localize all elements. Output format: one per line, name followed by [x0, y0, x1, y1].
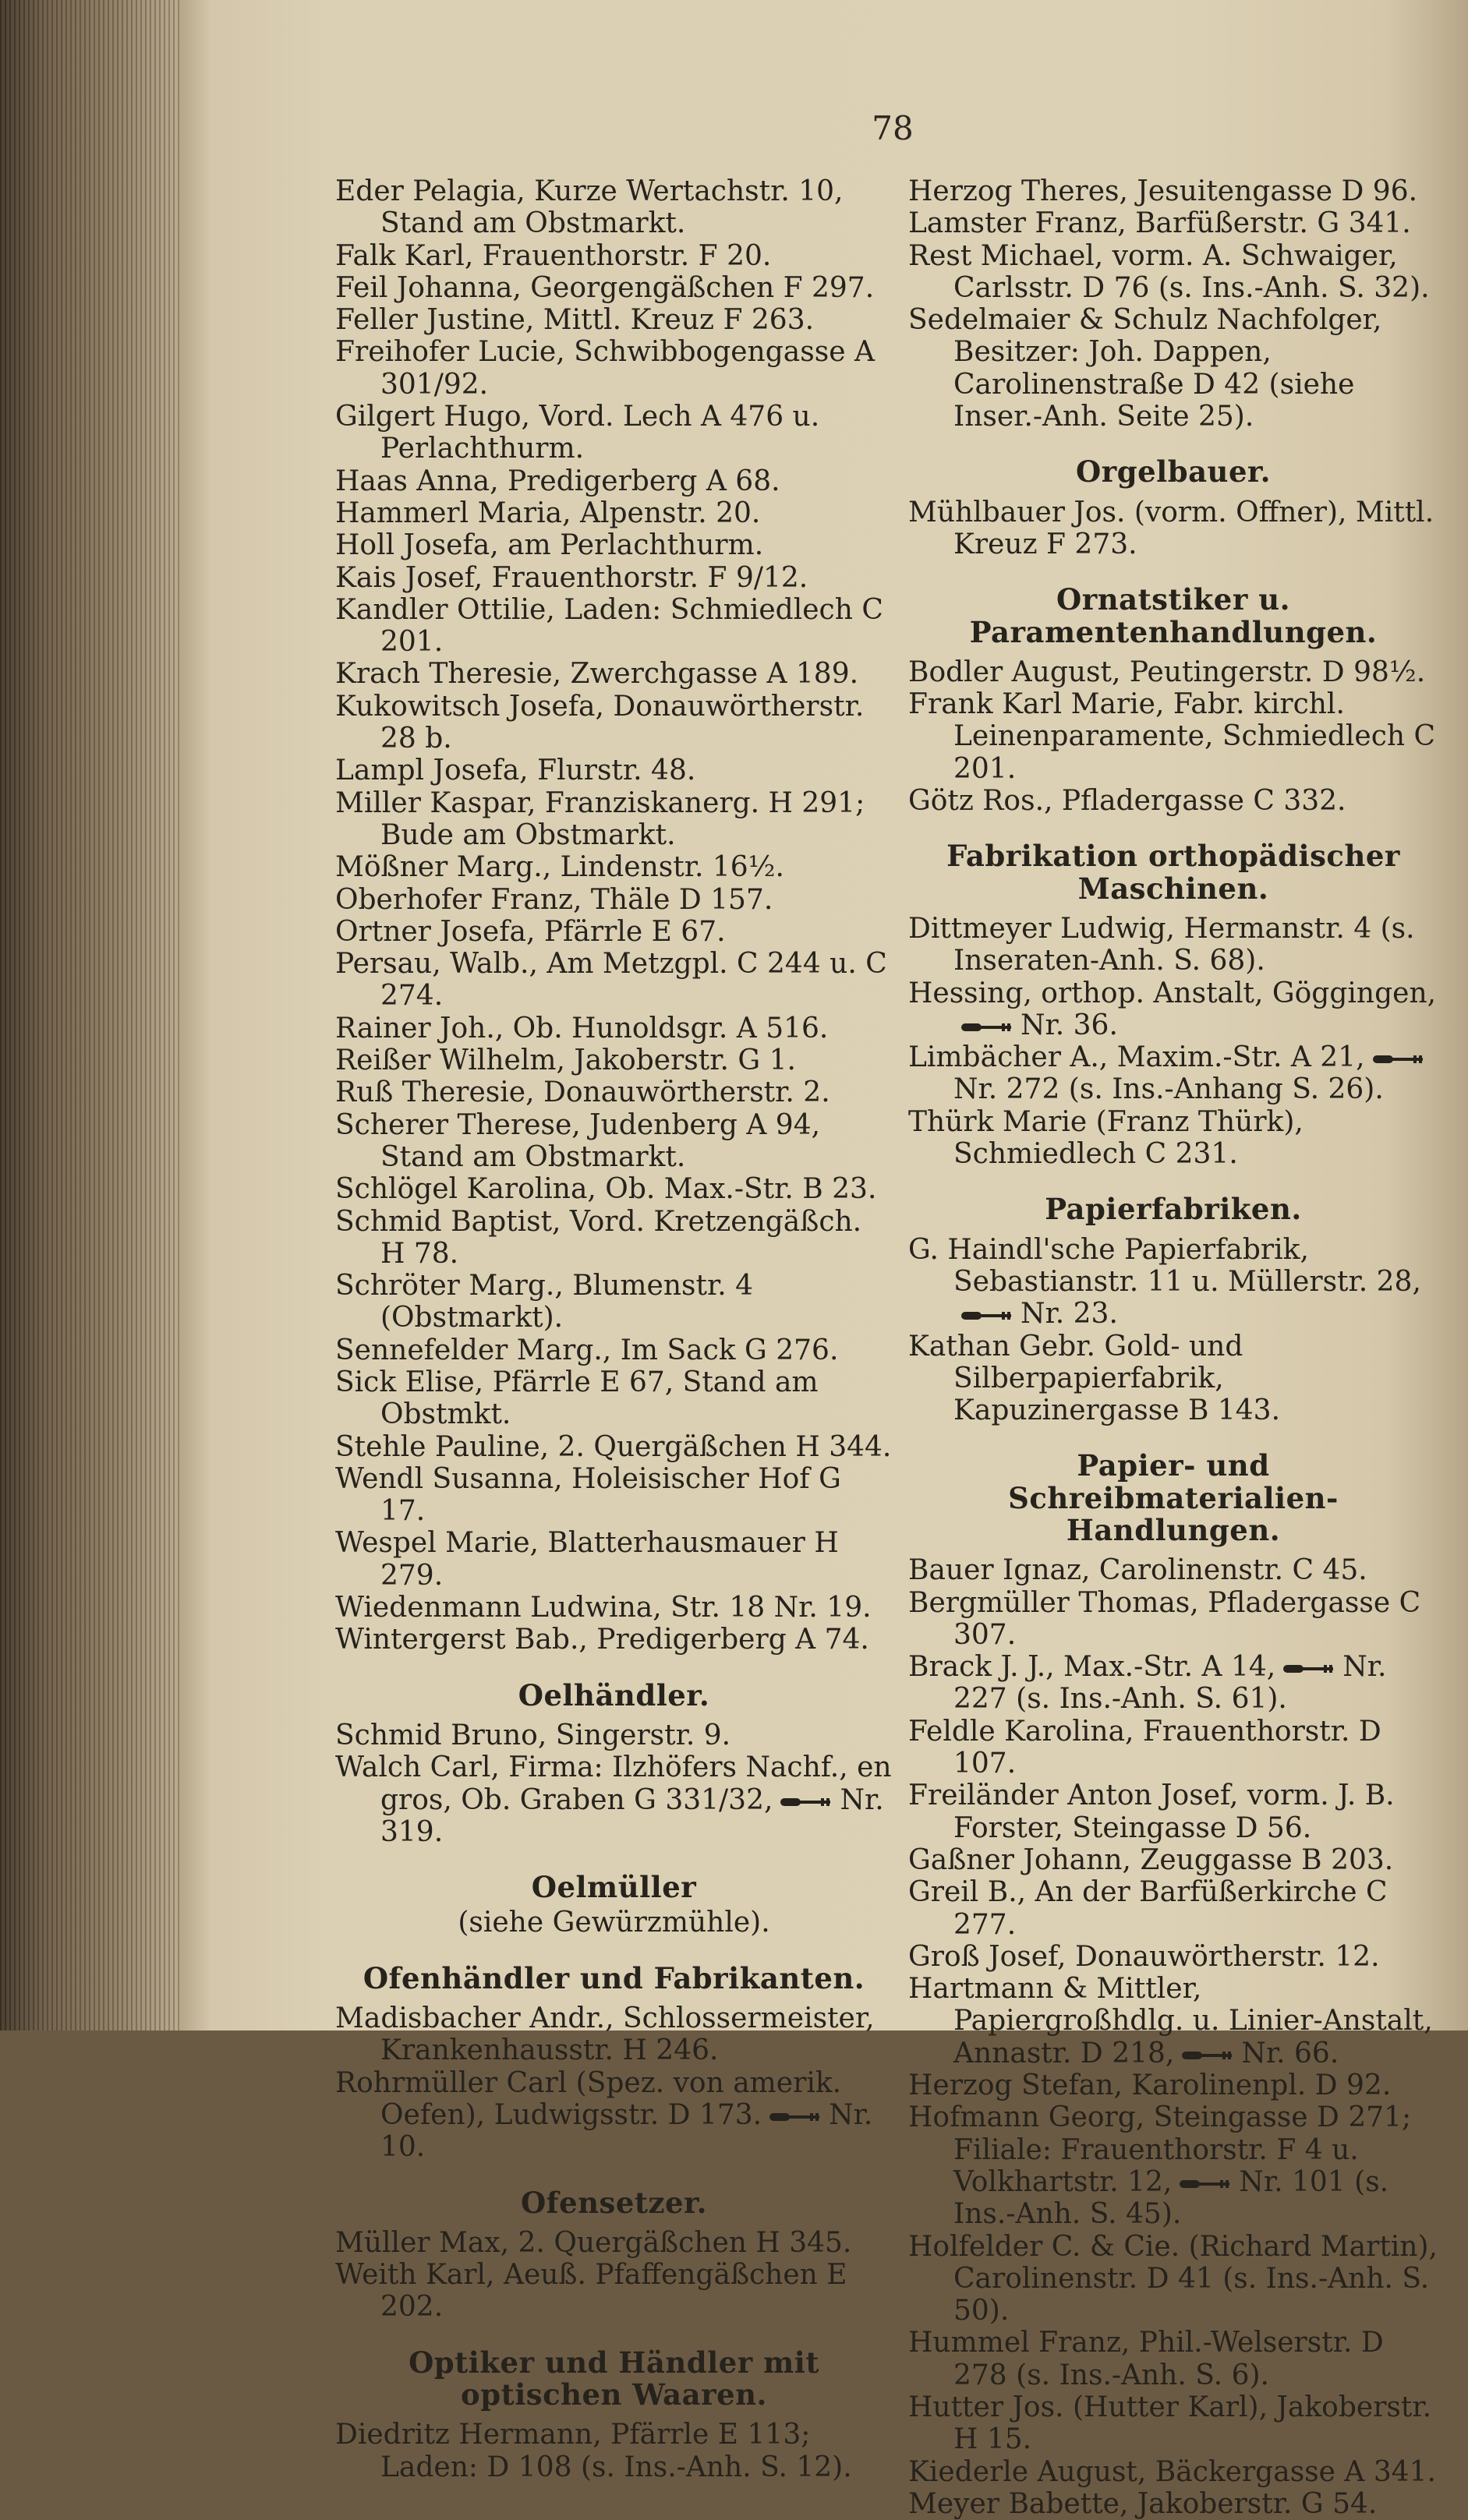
- entry-text: Stehle Pauline, 2. Quergäßchen H 344.: [335, 1430, 892, 1463]
- directory-entry: [908, 656, 1438, 688]
- directory-entry: [908, 1331, 1438, 1427]
- entry-text: Reißer Wilhelm, Jakoberstr. G 1.: [335, 1044, 796, 1077]
- entry-text: Ortner Josefa, Pfärrle E 67.: [335, 915, 726, 948]
- entry-text: Schmid Bruno, Singerstr. 9.: [335, 1719, 731, 1751]
- entry-text: Schlögel Karolina, Ob. Max.-Str. B 23.: [335, 1173, 877, 1206]
- section-heading: Ornatstiker u. Paramentenhandlungen.: [969, 582, 1378, 649]
- directory-entry: [335, 884, 893, 916]
- entry-text: Kukowitsch Josefa, Donauwörtherstr. 28 b.: [335, 690, 865, 755]
- entry-text: Sedelmaier & Schulz Nachfolger, Besitzer: Joh. Dappen, Carolinenstraße D 42 (siehe Inser.-Anh. Seite 25).: [908, 304, 1382, 433]
- entry-text: Oberhofer Franz, Thäle D 157.: [335, 883, 773, 916]
- telephone-number: Nr. 23.: [1021, 1298, 1118, 1331]
- entry-text: Diedritz Hermann, Pfärrle E 113; Laden: D 108 (s. Ins.-Anh. S. 12).: [335, 2419, 852, 2483]
- entry-text: Bauer Ignaz, Carolinenstr. C 45.: [908, 1554, 1367, 1587]
- entry-text: Bodler August, Peutingerstr. D 98½.: [908, 656, 1426, 688]
- directory-entry: [908, 2069, 1438, 2101]
- section-heading: Fabrikation orthopädischer Maschinen.: [946, 839, 1400, 906]
- entry-text: Freiländer Anton Josef, vorm. J. B. Forster, Steingasse D 56.: [908, 1780, 1395, 1844]
- entry-text: Feldle Karolina, Frauenthorstr. D 107.: [908, 1715, 1381, 1780]
- section-heading: Orgelbauer.: [1076, 454, 1271, 490]
- entry-text: Groß Josef, Donauwörtherstr. 12.: [908, 1940, 1380, 1973]
- entry-text: Miller Kaspar, Franziskanerg. H 291; Bude am Obstmarkt.: [335, 786, 865, 851]
- telephone-number: Nr. 272 (s. Ins.-Anhang S. 26).: [953, 1073, 1384, 1106]
- entry-text: Limbächer A., Maxim.-Str. A 21,: [908, 1041, 1365, 1074]
- entry-text: Haas Anna, Predigerberg A 68.: [335, 465, 780, 497]
- entry-text: Dittmeyer Ludwig, Hermanstr. 4 (s. Inseraten-Anh. S. 68).: [908, 912, 1415, 977]
- directory-entry: [335, 1463, 893, 1528]
- entry-text: Herzog Stefan, Karolinenpl. D 92.: [908, 2069, 1392, 2102]
- directory-entry: [908, 240, 1438, 305]
- entry-text: Hartmann & Mittler, Papiergroßhdlg. u. Linier-Anstalt, Annastr. D 218,: [908, 1973, 1433, 2069]
- directory-entry: [335, 272, 893, 304]
- entry-text: Walch Carl, Firma: Ilzhöfers Nachf., en gros, Ob. Graben G 331/32,: [335, 1751, 892, 1816]
- directory-entry: [335, 465, 893, 497]
- directory-entry: [335, 916, 893, 948]
- entry-text: Gilgert Hugo, Vord. Lech A 476 u. Perlachthurm.: [335, 401, 820, 465]
- directory-entry: [335, 1013, 893, 1044]
- entry-text: Götz Ros., Pfladergasse C 332.: [908, 785, 1346, 818]
- entry-text: Krach Theresie, Zwerchgasse A 189.: [335, 658, 859, 691]
- section-note: (siehe Gewürzmühle).: [458, 1907, 770, 1939]
- section-heading: Oelhändler.: [518, 1677, 710, 1712]
- directory-entry: [335, 336, 893, 401]
- entry-text: Wiedenmann Ludwina, Str. 18 Nr. 19.: [335, 1592, 872, 1624]
- entry-text: Rainer Joh., Ob. Hunoldsgr. A 516.: [335, 1012, 829, 1044]
- telephone-hand-icon: [960, 1021, 1014, 1034]
- directory-entry: [335, 658, 893, 690]
- directory-entry: [908, 2391, 1438, 2456]
- telephone-number: Nr. 36.: [1021, 1009, 1118, 1041]
- entry-text: Kandler Ottilie, Laden: Schmiedlech C 201.: [335, 593, 883, 659]
- section-heading: Papier- und Schreibmaterialien-Handlungen.: [1008, 1448, 1339, 1547]
- directory-entry: [335, 755, 893, 786]
- directory-entry: [908, 207, 1438, 239]
- directory-entry: [908, 2456, 1438, 2488]
- entry-text: Herzog Theres, Jesuitengasse D 96.: [908, 175, 1418, 207]
- directory-entry: [908, 2231, 1438, 2327]
- directory-entry: [908, 1234, 1438, 1331]
- directory-entry: [908, 2488, 1438, 2520]
- entry-text: Müller Max, 2. Quergäßchen H 345.: [335, 2226, 852, 2259]
- directory-entry: [908, 1780, 1438, 1844]
- directory-entry: [908, 1876, 1438, 1941]
- page-stack-edge: [0, 0, 179, 2030]
- directory-entry: [335, 304, 893, 336]
- directory-entry: [908, 688, 1438, 785]
- entry-text: Kathan Gebr. Gold- und Silberpapierfabrik, Kapuzinergasse B 143.: [908, 1330, 1281, 1427]
- section-heading: Oelmüller: [531, 1870, 697, 1905]
- directory-entry: [335, 1173, 893, 1205]
- entry-text: Feil Johanna, Georgengäßchen F 297.: [335, 271, 875, 304]
- entry-text: Falk Karl, Frauenthorstr. F 20.: [335, 239, 772, 272]
- directory-entry: [908, 2101, 1438, 2230]
- entry-text: Holfelder C. & Cie. (Richard Martin), Carolinenstr. D 41 (s. Ins.-Anh. S. 50).: [908, 2230, 1438, 2327]
- directory-entry: [335, 1624, 893, 1656]
- entry-text: G. Haindl'sche Papierfabrik, Sebastianstr. 11 u. Müllerstr. 28,: [908, 1233, 1421, 1298]
- directory-entry: [335, 1109, 893, 1174]
- directory-entry: [908, 2327, 1438, 2391]
- entry-text: Lamster Franz, Barfüßerstr. G 341.: [908, 207, 1411, 240]
- entry-text: Greil B., An der Barfüßerkirche C 277.: [908, 1876, 1388, 1941]
- entry-text: Schröter Marg., Blumenstr. 4 (Obstmarkt).: [335, 1270, 753, 1334]
- entry-text: Ruß Theresie, Donauwörtherstr. 2.: [335, 1076, 830, 1109]
- directory-entry: [908, 1106, 1438, 1171]
- directory-entry: [908, 1844, 1438, 1876]
- entry-text: Madisbacher Andr., Schlossermeister, Krankenhausstr. H 246.: [335, 2002, 875, 2067]
- telephone-number: Nr. 227 (s. Ins.-Anh. S. 61).: [953, 1651, 1387, 1716]
- directory-entry: [335, 1431, 893, 1463]
- entry-text: Sennefelder Marg., Im Sack G 276.: [335, 1334, 839, 1366]
- entry-text: Feller Justine, Mittl. Kreuz F 263.: [335, 304, 815, 337]
- entry-text: Meyer Babette, Jakoberstr. G 54.: [908, 2487, 1378, 2520]
- directory-entry: [335, 529, 893, 561]
- directory-entry: [335, 1044, 893, 1076]
- entry-text: Eder Pelagia, Kurze Wertachstr. 10, Stand am Obstmarkt.: [335, 175, 844, 240]
- entry-text: Mößner Marg., Lindenstr. 16½.: [335, 851, 784, 884]
- telephone-hand-icon: [960, 1309, 1014, 1322]
- entry-text: Scherer Therese, Judenberg A 94, Stand am Obstmarkt.: [335, 1108, 821, 1173]
- right-column: [908, 175, 1438, 2520]
- directory-entry: [335, 851, 893, 883]
- directory-entry: [335, 562, 893, 594]
- telephone-hand-icon: [1180, 2049, 1235, 2062]
- section-heading: Papierfabriken.: [1045, 1192, 1302, 1227]
- section-heading: Optiker und Händler mit optischen Waaren.: [409, 2345, 819, 2412]
- directory-entry: [335, 2419, 893, 2483]
- entry-text: Wintergerst Bab., Predigerberg A 74.: [335, 1624, 869, 1656]
- left-column: [335, 175, 893, 2483]
- directory-entry: [335, 2259, 893, 2324]
- directory-entry: [908, 1716, 1438, 1780]
- directory-entry: [335, 594, 893, 659]
- directory-entry: [335, 1270, 893, 1334]
- telephone-number: Nr. 10.: [380, 2098, 873, 2164]
- entry-text: Freihofer Lucie, Schwibbogengasse A 301/92.: [335, 336, 875, 401]
- entry-text: Bergmüller Thomas, Pfladergasse C 307.: [908, 1586, 1421, 1651]
- entry-text: Hummel Franz, Phil.-Welserstr. D 278 (s. Ins.-Anh. S. 6).: [908, 2327, 1384, 2391]
- directory-entry: [335, 1751, 893, 1848]
- telephone-hand-icon: [768, 2111, 822, 2123]
- directory-entry: [335, 691, 893, 755]
- entry-text: Hammerl Maria, Alpenstr. 20.: [335, 497, 761, 529]
- directory-entry: [335, 1334, 893, 1366]
- entry-text: Gaßner Johann, Zeuggasse B 203.: [908, 1843, 1394, 1876]
- directory-entry: [335, 2227, 893, 2259]
- entry-text: Thürk Marie (Franz Thürk), Schmiedlech C 231.: [908, 1105, 1304, 1171]
- directory-entry: [335, 1719, 893, 1751]
- entry-text: Hofmann Georg, Steingasse D 271; Filiale: Frauenthorstr. F 4 u. Volkhartstr. 12,: [908, 2101, 1412, 2198]
- directory-entry: [335, 1527, 893, 1592]
- entry-text: Hessing, orthop. Anstalt, Göggingen,: [908, 977, 1437, 1009]
- directory-entry: [335, 401, 893, 465]
- directory-entry: [908, 1041, 1438, 1106]
- directory-entry: [335, 2067, 893, 2164]
- entry-text: Mühlbauer Jos. (vorm. Offner), Mittl. Kreuz F 273.: [908, 496, 1434, 560]
- directory-entry: [908, 1554, 1438, 1586]
- entry-text: Wespel Marie, Blatterhausmauer H 279.: [335, 1527, 839, 1592]
- entry-text: Wendl Susanna, Holeisischer Hof G 17.: [335, 1462, 841, 1528]
- entry-text: Kais Josef, Frauenthorstr. F 9/12.: [335, 561, 808, 594]
- telephone-number: Nr. 66.: [1241, 2037, 1339, 2069]
- section-heading: Ofenhändler und Fabrikanten.: [363, 1960, 865, 1995]
- directory-entry: [335, 175, 893, 240]
- section-heading: Ofensetzer.: [520, 2185, 708, 2220]
- directory-entry: [335, 787, 893, 852]
- entry-text: Weith Karl, Aeuß. Pfaffengäßchen E 202.: [335, 2259, 847, 2324]
- telephone-number: Nr. 101 (s. Ins.-Anh. S. 45).: [953, 2165, 1389, 2231]
- page-number: 78: [872, 109, 914, 147]
- telephone-hand-icon: [1178, 2178, 1233, 2190]
- entry-text: Schmid Baptist, Vord. Kretzengäßch. H 78.: [335, 1205, 862, 1270]
- directory-entry: [335, 497, 893, 529]
- directory-entry: [908, 175, 1438, 207]
- directory-entry: [335, 1366, 893, 1431]
- entry-text: Brack J. J., Max.-Str. A 14,: [908, 1651, 1276, 1684]
- directory-entry: [335, 1206, 893, 1271]
- entry-text: Kiederle August, Bäckergasse A 341.: [908, 2455, 1436, 2488]
- entry-text: Lampl Josefa, Flurstr. 48.: [335, 755, 696, 787]
- directory-entry: [335, 240, 893, 272]
- entry-text: Frank Karl Marie, Fabr. kirchl. Leinenparamente, Schmiedlech C 201.: [908, 688, 1436, 785]
- entry-text: Persau, Walb., Am Metzgpl. C 244 u. C 274.: [335, 948, 887, 1013]
- directory-entry: [908, 1651, 1438, 1716]
- directory-entry: [908, 497, 1438, 561]
- directory-entry: [335, 1076, 893, 1108]
- directory-entry: [908, 1587, 1438, 1652]
- directory-entry: [335, 2002, 893, 2067]
- directory-entry: [908, 977, 1438, 1042]
- directory-entry: [908, 913, 1438, 977]
- directory-entry: [908, 785, 1438, 817]
- entry-text: Rohrmüller Carl (Spez. von amerik. Oefen), Ludwigsstr. D 173.: [335, 2066, 842, 2131]
- entry-text: Hutter Jos. (Hutter Karl), Jakoberstr. H 15.: [908, 2391, 1432, 2456]
- directory-entry: [335, 948, 893, 1013]
- directory-entry: [335, 1592, 893, 1624]
- directory-entry: [908, 1973, 1438, 2069]
- entry-text: Rest Michael, vorm. A. Schwaiger, Carlsstr. D 76 (s. Ins.-Anh. S. 32).: [908, 239, 1430, 304]
- entry-text: Sick Elise, Pfärrle E 67, Stand am Obstmkt.: [335, 1366, 819, 1431]
- directory-entry: [908, 304, 1438, 433]
- entry-text: Holl Josefa, am Perlachthurm.: [335, 529, 764, 562]
- directory-entry: [908, 1941, 1438, 1973]
- telephone-hand-icon: [1282, 1663, 1336, 1675]
- telephone-hand-icon: [1371, 1053, 1426, 1066]
- telephone-hand-icon: [779, 1796, 833, 1808]
- telephone-number: Nr. 319.: [380, 1783, 884, 1848]
